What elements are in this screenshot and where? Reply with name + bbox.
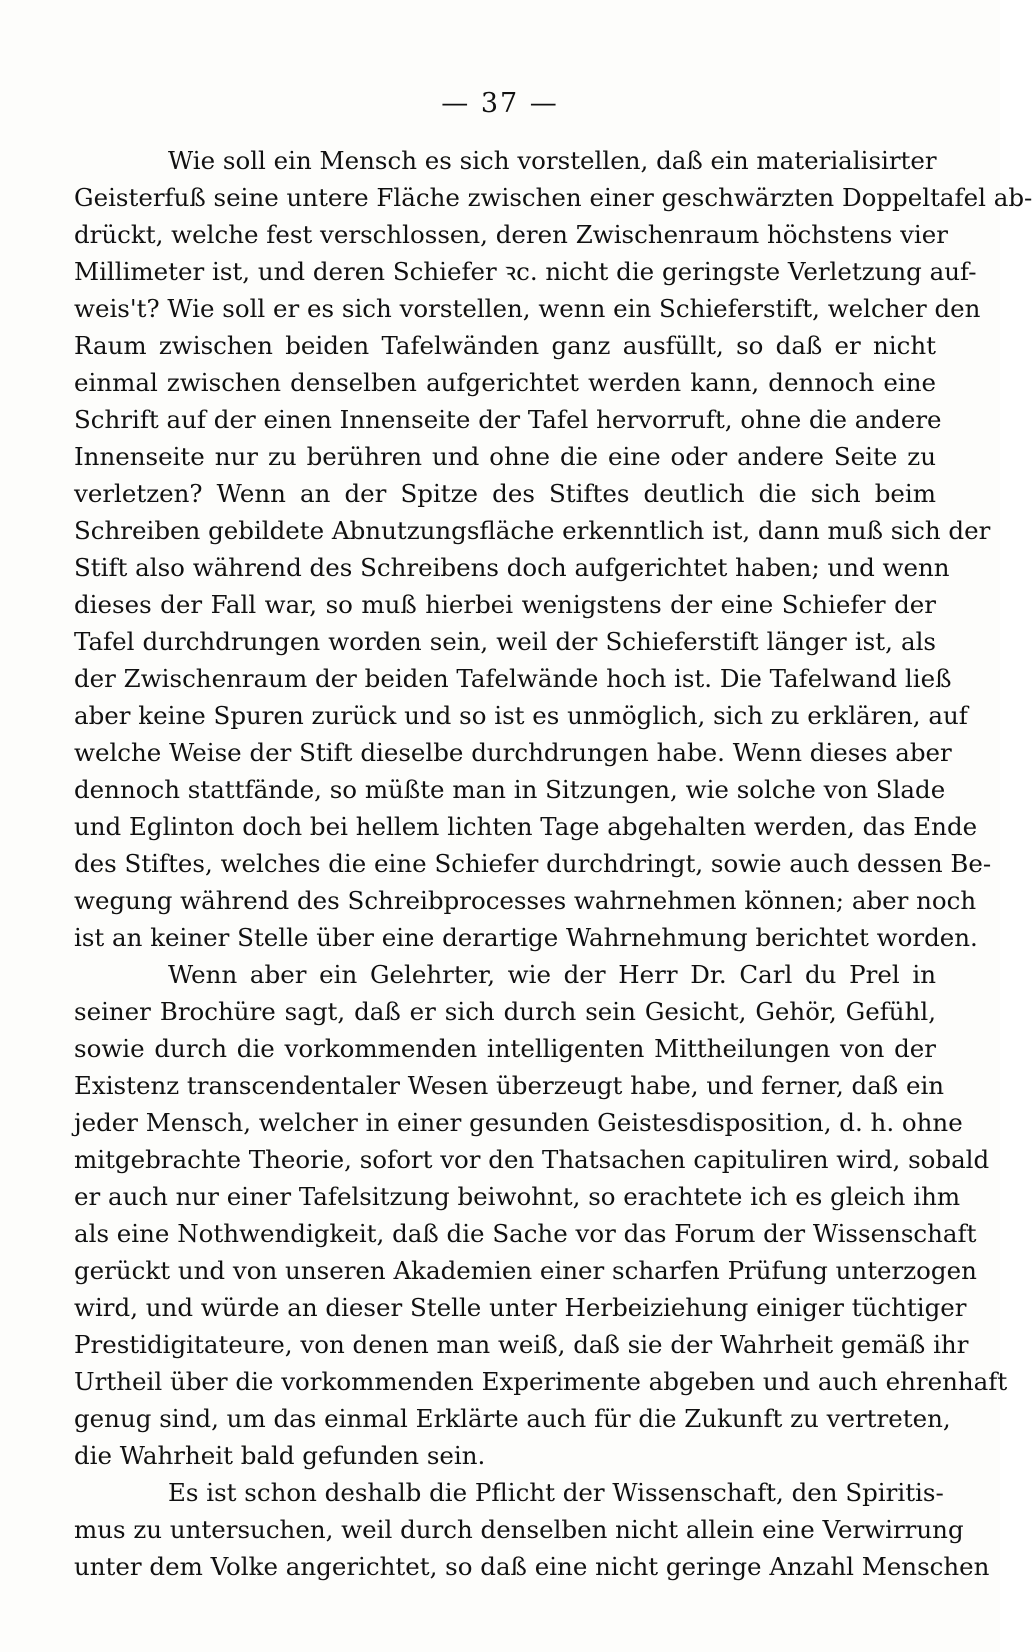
text-line: Schrift auf der einen Innenseite der Tafel hervorruft, ohne die andere [74,405,942,434]
text-line: Innenseite nur zu berühren und ohne die eine oder andere Seite zu [74,442,936,471]
text-line: Raum zwischen beiden Tafelwänden ganz ausfüllt, so daß er nicht [74,331,936,360]
text-line: mitgebrachte Theorie, sofort vor den Thatsachen capituliren wird, sobald [74,1145,990,1174]
text-line: Wie soll ein Mensch es sich vorstellen, daß ein materialisirter [168,146,937,175]
text-line: dieses der Fall war, so muß hierbei wenigstens der eine Schiefer der [74,590,936,619]
text-line: ist an keiner Stelle über eine derartige Wahrnehmung berichtet worden. [74,923,978,952]
text-line: seiner Brochüre sagt, daß er sich durch sein Gesicht, Gehör, Gefühl, [74,997,936,1026]
text-line: Wenn aber ein Gelehrter, wie der Herr Dr. Carl du Prel in [168,960,936,989]
text-line: verletzen? Wenn an der Spitze des Stiftes deutlich die sich beim [74,479,936,508]
paragraph-3 [74,1474,990,1585]
text-line: wird, und würde an dieser Stelle unter Herbeiziehung einiger tüchtiger [74,1293,967,1322]
text-line: Urtheil über die vorkommenden Experimente abgeben und auch ehrenhaft [74,1367,1008,1396]
text-line: mus zu untersuchen, weil durch denselben nicht allein eine Verwirrung [74,1515,964,1544]
text-line: er auch nur einer Tafelsitzung beiwohnt, so erachtete ich es gleich ihm [74,1182,961,1211]
text-line: Tafel durchdrungen worden sein, weil der Schieferstift länger ist, als [74,627,936,656]
paragraph-2 [74,956,1008,1474]
text-line: aber keine Spuren zurück und so ist es unmöglich, sich zu erklären, auf [74,701,968,730]
text-line: die Wahrheit bald gefunden sein. [74,1441,486,1470]
text-line: Stift also während des Schreibens doch aufgerichtet haben; und wenn [74,553,950,582]
text-line: Prestidigitateure, von denen man weiß, daß sie der Wahrheit gemäß ihr [74,1330,969,1359]
paragraph-1 [74,142,1032,956]
text-line: welche Weise der Stift dieselbe durchdrungen habe. Wenn dieses aber [74,738,952,767]
text-line: Geisterfuß seine untere Fläche zwischen einer geschwärzten Doppeltafel ab- [74,183,1032,212]
text-line: sowie durch die vorkommenden intelligenten Mittheilungen von der [74,1034,936,1063]
text-line: der Zwischenraum der beiden Tafelwände hoch ist. Die Tafelwand ließ [74,664,952,693]
text-line: einmal zwischen denselben aufgerichtet werden kann, dennoch eine [74,368,936,397]
text-line: unter dem Volke angerichtet, so daß eine nicht geringe Anzahl Menschen [74,1552,990,1581]
text-line: gerückt und von unseren Akademien einer scharfen Prüfung unterzogen [74,1256,977,1285]
text-line: als eine Nothwendigkeit, daß die Sache vor das Forum der Wissenschaft [74,1219,977,1248]
text-line: Schreiben gebildete Abnutzungsfläche erkenntlich ist, dann muß sich der [74,516,991,545]
text-line: jeder Mensch, welcher in einer gesunden Geistesdisposition, d. h. ohne [74,1108,963,1137]
text-line: wegung während des Schreibprocesses wahrnehmen können; aber noch [74,886,977,915]
text-line: weis't? Wie soll er es sich vorstellen, wenn ein Schieferstift, welcher den [74,294,981,323]
text-line: Millimeter ist, und deren Schiefer ꝛc. nicht die geringste Verletzung auf- [74,257,977,286]
text-line: des Stiftes, welches die eine Schiefer durchdringt, sowie auch dessen Be- [74,849,992,878]
text-line: genug sind, um das einmal Erklärte auch für die Zukunft zu vertreten, [74,1404,951,1433]
text-line: Es ist schon deshalb die Pflicht der Wissenschaft, den Spiritis- [168,1478,944,1507]
text-line: und Eglinton doch bei hellem lichten Tage abgehalten werden, das Ende [74,812,978,841]
page-number: — 37 — [441,88,559,119]
text-line: drückt, welche fest verschlossen, deren Zwischenraum höchstens vier [74,220,948,249]
text-line: dennoch stattfände, so müßte man in Sitzungen, wie solche von Slade [74,775,946,804]
body-text [74,142,1032,1585]
text-line: Existenz transcendentaler Wesen überzeugt habe, und ferner, daß ein [74,1071,945,1100]
